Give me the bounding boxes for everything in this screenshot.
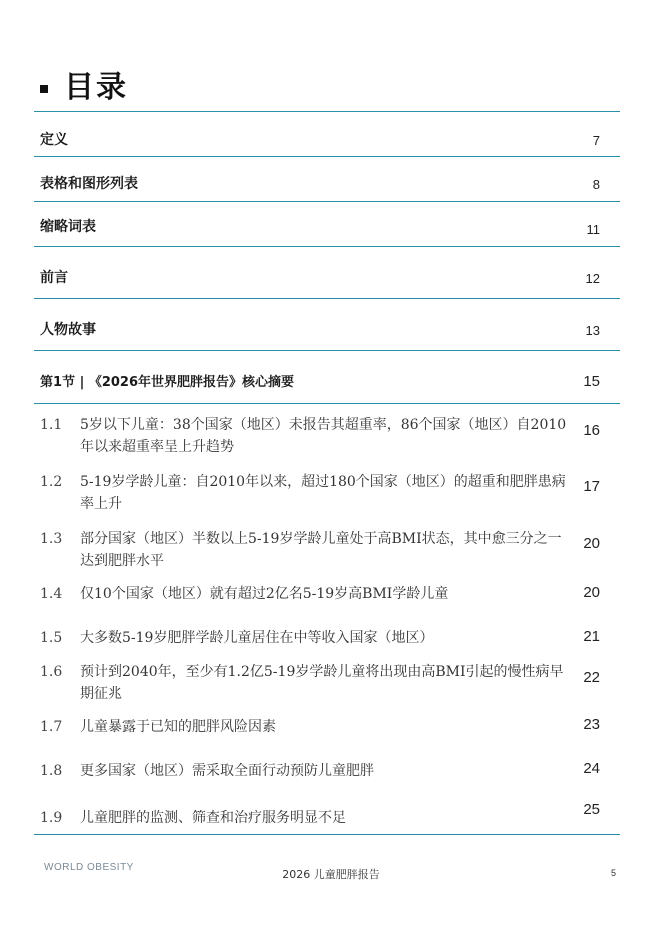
toc-row-foreword[interactable] [34, 246, 620, 298]
toc-label: 前言 [40, 270, 68, 286]
toc-row-definitions[interactable] [34, 111, 620, 156]
toc-subitem-text: 部分国家（地区）半数以上5-19岁学龄儿童处于高BMI状态，其中愈三分之一达到肥胖水平 [80, 531, 562, 569]
toc-subitem[interactable] [34, 583, 620, 613]
toc-subitem-number: 1.4 [40, 586, 63, 602]
toc-page: 17 [583, 478, 600, 495]
toc-subitem[interactable] [34, 528, 620, 578]
toc-subitem-text: 大多数5-19岁肥胖学龄儿童居住在中等收入国家（地区） [80, 630, 434, 646]
table-of-contents [34, 111, 620, 835]
footer-report-title: 2026 儿童肥胖报告 [282, 868, 380, 881]
toc-page: 24 [583, 760, 600, 777]
toc-subitem-number: 1.1 [40, 417, 63, 433]
toc-subitem-text: 5岁以下儿童：38个国家（地区）未报告其超重率，86个国家（地区）自2010年以来超重率呈上升趋势 [80, 417, 567, 455]
toc-page: 25 [583, 801, 600, 818]
toc-row-tables-figures[interactable] [34, 156, 620, 201]
page-title: 目录 [64, 70, 128, 105]
toc-subitem[interactable] [34, 801, 620, 833]
title-bullet [40, 85, 48, 93]
toc-subitem-text: 儿童肥胖的监测、筛查和治疗服务明显不足 [80, 810, 346, 826]
toc-page: 20 [583, 584, 600, 601]
toc-subitem-number: 1.8 [40, 763, 63, 779]
toc-subitem[interactable] [34, 471, 620, 521]
toc-page: 20 [583, 535, 600, 552]
footer-page-number: 5 [610, 868, 616, 878]
toc-subitem-text: 预计到2040年，至少有1.2亿5-19岁学龄儿童将出现由高BMI引起的慢性病早期征兆 [80, 664, 564, 702]
toc-page: 13 [585, 323, 600, 338]
toc-subitem-number: 1.7 [40, 719, 63, 735]
toc-subitem[interactable] [34, 627, 620, 657]
world-obesity-logo: WORLD OBESITY [44, 862, 134, 873]
toc-label: 第1节 | 《2026年世界肥胖报告》核心摘要 [40, 375, 295, 390]
toc-subitem[interactable] [34, 760, 620, 790]
toc-page: 22 [583, 669, 600, 686]
toc-label: 缩略词表 [40, 219, 96, 235]
toc-row-section-1[interactable] [34, 350, 620, 403]
toc-subsection-list [34, 403, 620, 835]
toc-subitem-text: 5-19岁学龄儿童：自2010年以来，超过180个国家（地区）的超重和肥胖患病率上升 [80, 474, 566, 512]
toc-subitem-text: 仅10个国家（地区）就有超过2亿名5-19岁高BMI学龄儿童 [80, 586, 449, 602]
toc-page: 11 [586, 222, 600, 237]
toc-subitem[interactable] [34, 661, 620, 711]
toc-subitem-number: 1.3 [40, 531, 63, 547]
toc-subitem-number: 1.6 [40, 664, 63, 680]
toc-subitem-number: 1.2 [40, 474, 63, 490]
toc-page: 15 [583, 373, 600, 390]
toc-page: 21 [583, 628, 600, 645]
toc-subitem-number: 1.9 [40, 810, 63, 826]
toc-subitem-number: 1.5 [40, 630, 63, 646]
toc-label: 人物故事 [40, 322, 96, 338]
toc-page: 12 [585, 271, 600, 286]
toc-subitem[interactable] [34, 716, 620, 746]
page-title-block [40, 62, 128, 106]
toc-row-stories[interactable] [34, 298, 620, 350]
toc-label: 定义 [40, 132, 68, 148]
toc-label: 表格和图形列表 [40, 176, 138, 192]
toc-subitem[interactable] [34, 414, 620, 464]
toc-page: 8 [592, 177, 600, 192]
toc-page: 16 [583, 422, 600, 439]
toc-subitem-text: 更多国家（地区）需采取全面行动预防儿童肥胖 [80, 763, 374, 779]
toc-page: 23 [583, 716, 600, 733]
toc-page: 7 [592, 133, 600, 148]
toc-subitem-text: 儿童暴露于已知的肥胖风险因素 [80, 719, 276, 735]
toc-row-abbreviations[interactable] [34, 201, 620, 246]
